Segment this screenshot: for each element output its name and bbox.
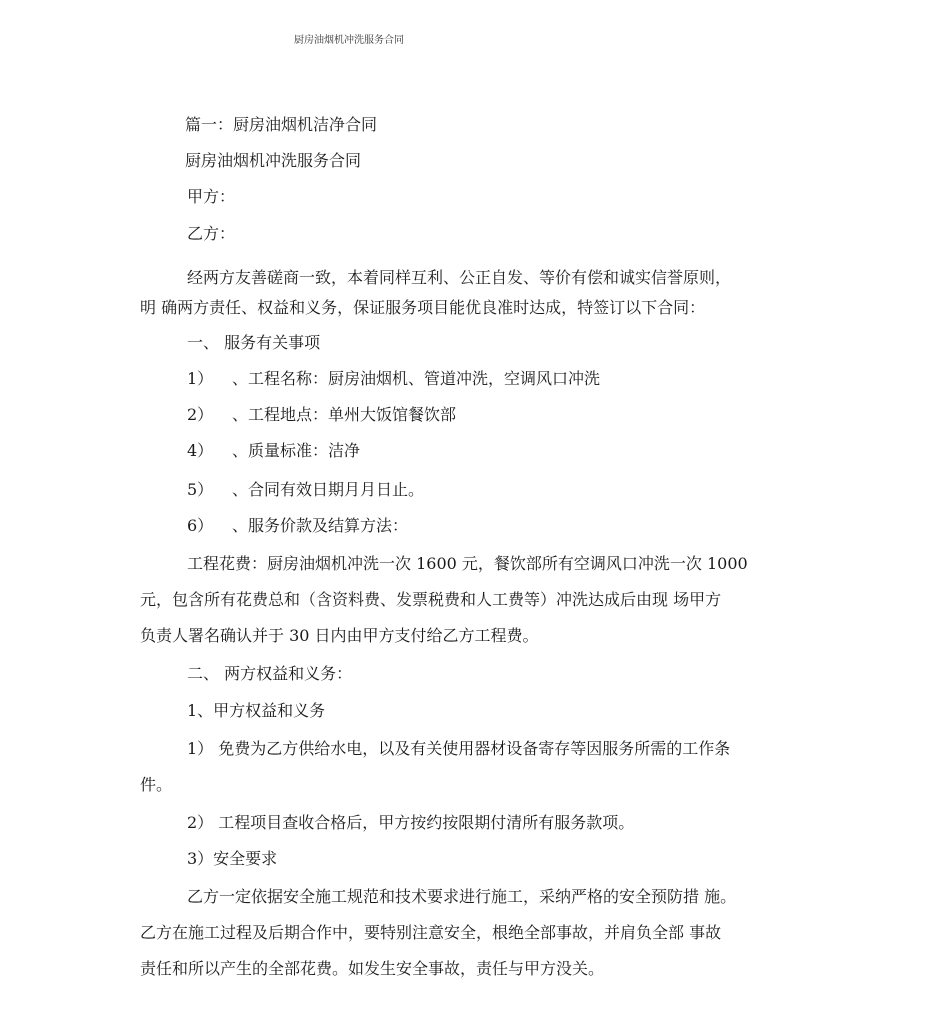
item-number: 1） [187, 369, 214, 388]
item-number: 4） [187, 441, 214, 460]
party-b-label: 乙方： [187, 224, 236, 243]
paragraph-line: 1） 免费为乙方供给水电，以及有关使用器材设备寄存等因服务所需的工作条 [187, 739, 731, 758]
item-text: 、工程名称：厨房油烟机、管道冲洗，空调风口冲洗 [232, 369, 601, 388]
paragraph-line: 责任和所以产生的全部花费。如发生安全事故，责任与甲方没关。 [140, 959, 605, 978]
party-a-label: 甲方： [187, 187, 236, 206]
contract-title: 厨房油烟机冲洗服务合同 [185, 151, 362, 170]
section-heading: 二、 两方权益和义务： [187, 664, 353, 683]
paragraph-line: 件。 [140, 775, 173, 794]
item-text: 、合同有效日期月月日止。 [232, 480, 425, 499]
paragraph-line: 经两方友善磋商一致，本着同样互利、公正自发、等价有偿和诚实信誉原则， [187, 268, 732, 287]
subsection-heading: 1、甲方权益和义务 [187, 701, 326, 720]
item-text: 、质量标准：洁净 [232, 441, 361, 460]
paragraph-line: 元，包含所有花费总和（含资料费、发票税费和人工费等）冲洗达成后由现 场甲方 [140, 590, 722, 609]
item-text: 、服务价款及结算方法： [232, 516, 409, 535]
paragraph-line: 乙方在施工过程及后期合作中，要特别注意安全，根绝全部事故，并肩负全部 事故 [140, 923, 722, 942]
section-heading: 一、 服务有关事项 [187, 333, 321, 352]
item-number: 5） [187, 480, 214, 499]
paragraph-line: 工程花费：厨房油烟机冲洗一次 1600 元，餐饮部所有空调风口冲洗一次 1000 [187, 554, 748, 573]
subsection-heading: 3）安全要求 [187, 849, 278, 868]
paragraph-line: 2） 工程项目查收合格后，甲方按约按限期付清所有服务款项。 [187, 813, 635, 832]
paragraph-line: 负责人署名确认并于 30 日内由甲方支付给乙方工程费。 [140, 626, 539, 645]
paragraph-line: 乙方一定依据安全施工规范和技术要求进行施工，采纳严格的安全预防措 施。 [187, 887, 737, 906]
item-text: 、工程地点：单州大饭馆餐饮部 [232, 405, 457, 424]
page-header: 厨房油烟机冲洗服务合同 [294, 35, 404, 46]
item-number: 2） [187, 405, 214, 424]
section-title: 篇一：厨房油烟机洁净合同 [185, 115, 378, 134]
item-number: 6） [187, 516, 214, 535]
paragraph-line: 明 确两方责任、权益和义务，保证服务项目能优良准时达成，特签订以下合同： [140, 298, 706, 317]
